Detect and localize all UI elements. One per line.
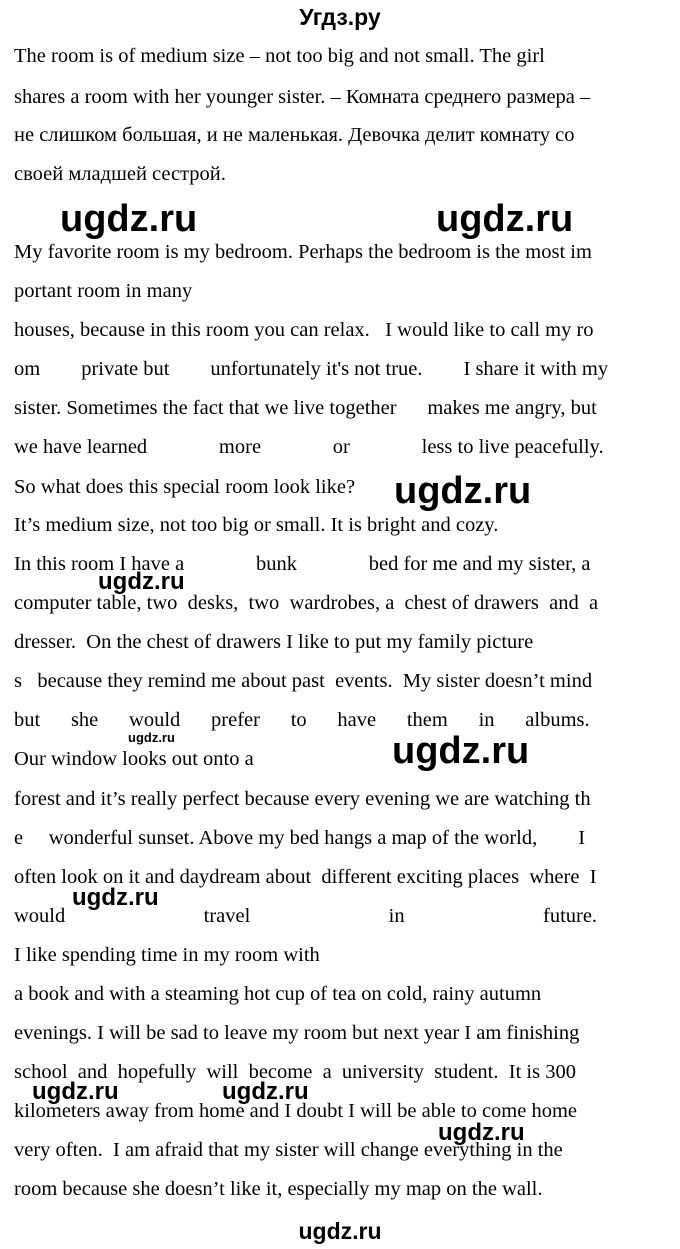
text-line: portant room in many bbox=[14, 280, 193, 302]
text-line: houses, because in this room you can relax. I would like to call my ro bbox=[14, 319, 594, 341]
text-line: we have learned more or less to live peacefully. bbox=[14, 436, 604, 458]
text-line: dresser. On the chest of drawers I like to put my family picture bbox=[14, 631, 534, 653]
watermark-logo: ugdz.ru bbox=[72, 884, 159, 911]
text-line: The room is of medium size – not too big and not small. The girl bbox=[14, 45, 545, 67]
watermark-logo: ugdz.ru bbox=[98, 568, 185, 595]
site-header: Угдз.ру bbox=[299, 4, 381, 30]
watermark-logo: ugdz.ru bbox=[32, 1078, 119, 1105]
watermark-logo: ugdz.ru bbox=[222, 1078, 309, 1105]
watermark-logo: ugdz.ru bbox=[436, 198, 574, 240]
watermark-logo: ugdz.ru bbox=[438, 1119, 525, 1146]
text-line: своей младшей сестрой. bbox=[14, 163, 226, 185]
text-line: My favorite room is my bedroom. Perhaps the bedroom is the most im bbox=[14, 241, 592, 263]
site-footer: ugdz.ru bbox=[298, 1218, 382, 1244]
text-line: would travel in future. bbox=[14, 905, 598, 927]
text-line: evenings. I will be sad to leave my room but next year I am finishing bbox=[14, 1022, 580, 1044]
text-line: In this room I have a bunk bed for me and my sister, a bbox=[14, 553, 591, 575]
text-line: I like spending time in my room with bbox=[14, 944, 320, 966]
text-line: shares a room with her younger sister. – Комната среднего размера – bbox=[14, 86, 591, 108]
text-line: computer table, two desks, two wardrobes, a chest of drawers and a bbox=[14, 592, 599, 614]
text-line: a book and with a steaming hot cup of tea on cold, rainy autumn bbox=[14, 983, 542, 1005]
watermark-logo: ugdz.ru bbox=[394, 470, 532, 512]
text-line: kilometers away from home and I doubt I will be able to come home bbox=[14, 1100, 578, 1122]
text-line: s because they remind me about past events. My sister doesn’t mind bbox=[14, 670, 593, 692]
text-line: very often. I am afraid that my sister will change everything in the bbox=[14, 1139, 563, 1161]
text-line: не слишком большая, и не маленькая. Девочка делит комнату со bbox=[14, 124, 575, 146]
watermark-logo: ugdz.ru bbox=[128, 730, 175, 745]
text-line: om private but unfortunately it's not true. I share it with my bbox=[14, 358, 609, 380]
watermark-logo: ugdz.ru bbox=[60, 198, 198, 240]
text-line: forest and it’s really perfect because every evening we are watching th bbox=[14, 788, 591, 810]
text-line: So what does this special room look like? bbox=[14, 476, 356, 498]
text-line: room because she doesn’t like it, especially my map on the wall. bbox=[14, 1178, 543, 1200]
text-line: school and hopefully will become a university student. It is 300 bbox=[14, 1061, 576, 1083]
text-line: It’s medium size, not too big or small. It is bright and cozy. bbox=[14, 514, 499, 536]
text-line: sister. Sometimes the fact that we live together makes me angry, but bbox=[14, 397, 597, 419]
text-line: e wonderful sunset. Above my bed hangs a map of the world, I bbox=[14, 827, 586, 849]
text-line: often look on it and daydream about different exciting places where I bbox=[14, 866, 597, 888]
watermark-logo: ugdz.ru bbox=[392, 730, 530, 772]
text-line: but she would prefer to have them in albums. bbox=[14, 709, 590, 731]
text-line: Our window looks out onto a bbox=[14, 748, 254, 770]
